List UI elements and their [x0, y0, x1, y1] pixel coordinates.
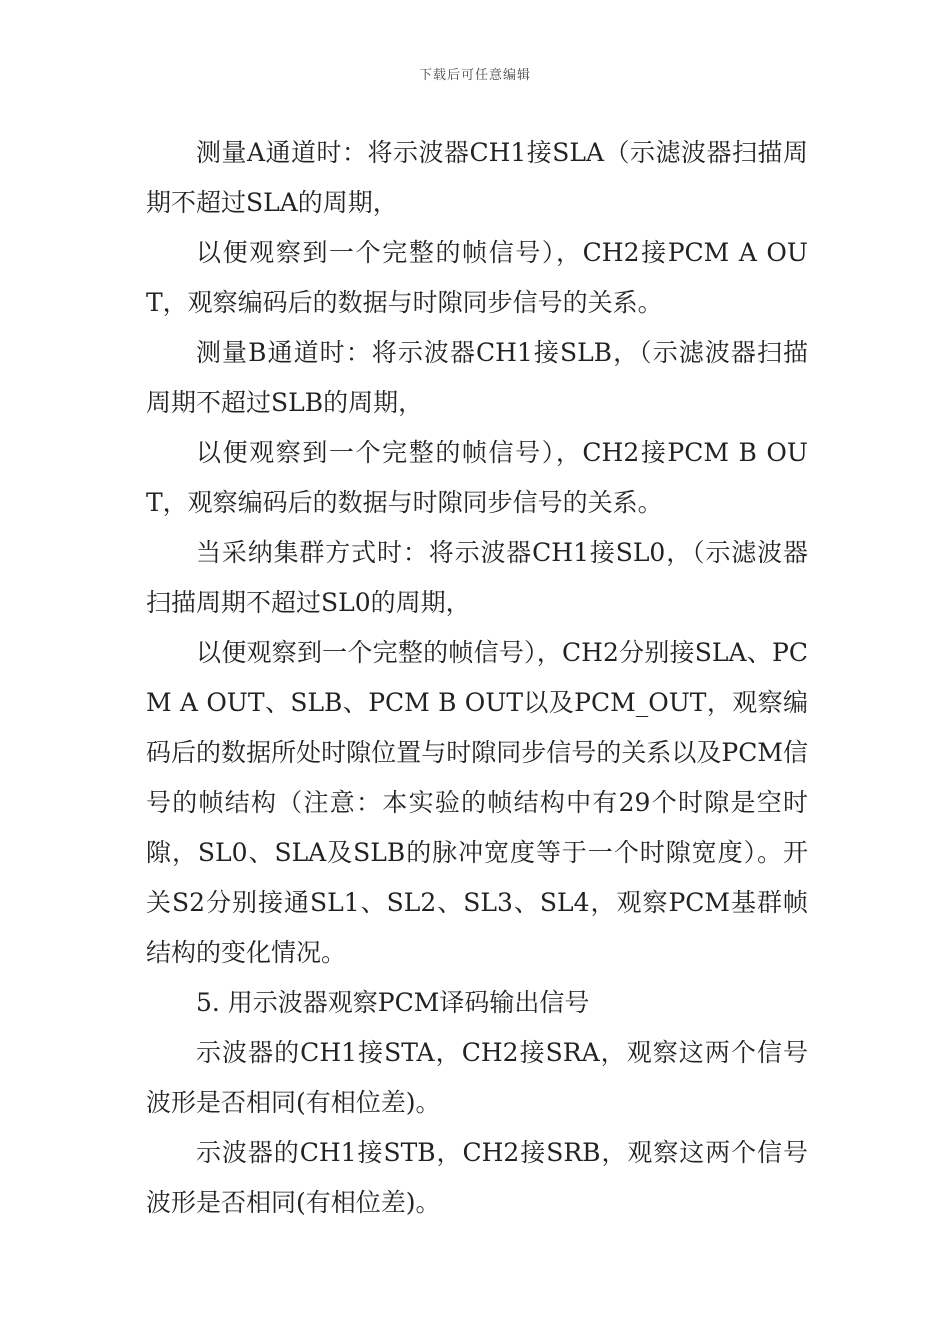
paragraph-measure-a: 测量A通道时：将示波器CH1接SLA（示滤波器扫描周期不超过SLA的周期，	[146, 138, 808, 217]
page-header-note: 下载后可任意编辑	[418, 68, 531, 83]
paragraph-decode-a: 示波器的CH1接STA，CH2接SRA，观察这两个信号波形是否相同(有相位差)。	[146, 1038, 808, 1117]
paragraph-cluster-observe: 以便观察到一个完整的帧信号），CH2分别接SLA、PCM A OUT、SLB、PCM B OUT以及PCM_OUT，观察编码后的数据所处时隙位置与时隙同步信号的关系以及PCM信号的帧结构（注意：本实验的帧结构中有29个时隙是空时隙，SL0、SLA及SLB的脉冲宽度等于一个时隙宽度）。开关S2分别接通SL1、SL2、SL3、SL4，观察PCM基群帧结构的变化情况。	[146, 638, 808, 967]
document-body	[146, 128, 808, 1228]
paragraph-observe-a: 以便观察到一个完整的帧信号），CH2接PCM A OUT，观察编码后的数据与时隙同步信号的关系。	[146, 238, 808, 317]
paragraph-decode-b: 示波器的CH1接STB，CH2接SRB，观察这两个信号波形是否相同(有相位差)。	[146, 1138, 808, 1217]
section-heading-decode: 5. 用示波器观察PCM译码输出信号	[196, 988, 590, 1017]
paragraph-observe-b: 以便观察到一个完整的帧信号），CH2接PCM B OUT，观察编码后的数据与时隙同步信号的关系。	[146, 438, 808, 517]
paragraph-cluster-mode: 当采纳集群方式时：将示波器CH1接SL0，（示滤波器扫描周期不超过SL0的周期，	[146, 538, 808, 617]
paragraph-measure-b: 测量B通道时：将示波器CH1接SLB，（示滤波器扫描周期不超过SLB的周期，	[146, 338, 808, 417]
